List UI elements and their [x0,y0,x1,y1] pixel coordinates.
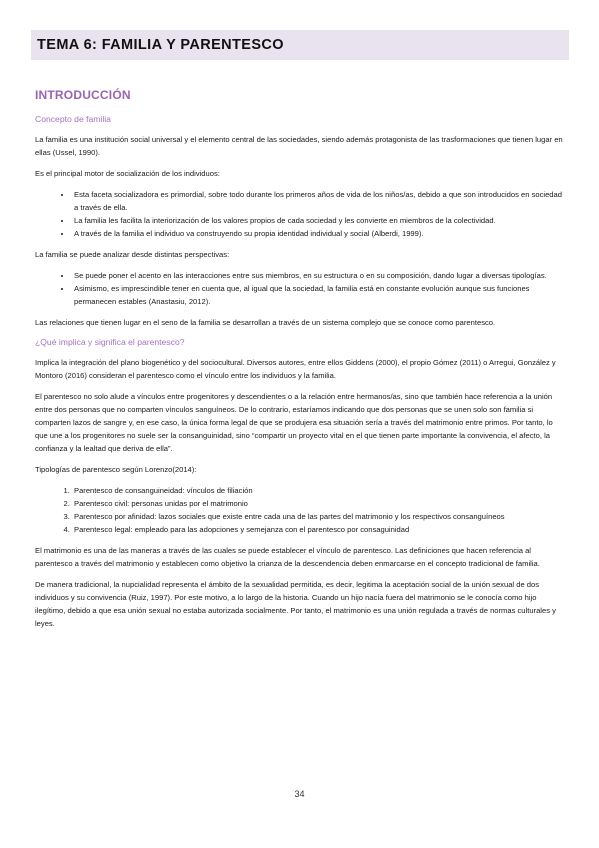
page-number: 34 [294,789,305,799]
list-item: 2. Parentesco civil: personas unidas por el matrimonio [72,497,565,510]
bullet-list-perspectivas [35,269,565,308]
paragraph: El matrimonio es una de las maneras a través de las cuales se puede establecer el vínculo de parentesco. Las definiciones que hacen referencia al parentesco a través del matrimonio y establecen como objetivo la crianza de la descendencia deben enmarcarse en el concepto tradicional de familia. [35,546,540,568]
list-item: • Asimismo, es imprescindible tener en cuenta que, al igual que la sociedad, la familia está en constante evolución aunque sus funciones permanecen estables (Anastasiu, 2012). [72,282,565,308]
list-item: 3. Parentesco por afinidad: lazos sociales que existe entre cada una de las partes del matrimonio y los respectivos consanguíneos [72,510,565,523]
list-item: • A través de la familia el individuo va construyendo su propia identidad individual y social (Alberdi, 1999). [72,227,565,240]
list-item: • Esta faceta socializadora es primordial, sobre todo durante los primeros años de vida de los niños/as, debido a que son introducidos en sociedad a través de ella. [72,188,565,214]
paragraph: Es el principal motor de socialización de los individuos: [35,169,220,178]
paragraph: Implica la integración del plano biogenético y del sociocultural. Diversos autores, entre ellos Giddens (2000), el propio Gómez (2011) o Arregui, González y Montoro (2016) consideran el parentesco como el vínculo entre los individuos y la familia. [35,358,556,380]
paragraph: La familia se puede analizar desde distintas perspectivas: [35,250,230,259]
section-heading: INTRODUCCIÓN [35,88,131,102]
paragraph: La familia es una institución social universal y el elemento central de las sociedades, siendo además protagonista de las trasformaciones que tienen lugar en ellas (Ussel, 1990). [35,135,563,157]
paragraph: Tipologías de parentesco según Lorenzo(2014): [35,465,197,474]
list-item: • Se puede poner el acento en las interacciones entre sus miembros, en su estructura o en su composición, dando lugar a diversas tipologías. [72,269,565,282]
list-item: 1. Parentesco de consanguineidad: vínculos de filiación [72,484,565,497]
bullet-list-socializacion [35,188,565,240]
subheading-concepto-familia: Concepto de familia [35,114,111,124]
paragraph: Las relaciones que tienen lugar en el seno de la familia se desarrollan a través de un sistema complejo que se conoce como parentesco. [35,318,496,327]
subheading-parentesco: ¿Qué implica y significa el parentesco? [35,337,185,347]
paragraph: De manera tradicional, la nupcialidad representa el ámbito de la sexualidad permitida, es decir, legitima la aceptación social de la unión sexual de dos individuos y su convivencia (Ruiz, 1997). Por este motivo, a lo largo de la historia. Cuando un hijo nacía fuera del matrimonio se le conocía como hijo ilegítimo, debido a que esa unión sexual no estaba autorizada socialmente. Por tanto, el matrimonio es una unión regulada a través de normas culturales y leyes. [35,580,556,628]
paragraph: El parentesco no solo alude a vínculos entre progenitores y descendientes o a la relación entre hermanos/as, sino que también hace referencia a la unión entre dos personas que no comparten vínculos sanguíneos. De lo contrario, estaríamos indicando que dos personas que se unen solo son familia si comparten lazos de sangre y, en ese caso, la única forma legal de que se produjera esa situación sería a través del matrimonio entre primos. Por tanto, lo que une a los progenitores no suele ser la consanguinidad, sino “compartir un proyecto vital en el que tienen parte importante la convivencia, el afecto, la confianza y la lealtad que deriva de ella”. [35,392,553,453]
title-banner [31,30,569,60]
list-item: 4. Parentesco legal: empleado para las adopciones y semejanza con el parentesco por consaguinidad [72,523,565,536]
document-body [35,88,565,638]
page-title: TEMA 6: FAMILIA Y PARENTESCO [37,37,284,53]
list-item: • La familia les facilita la interiorización de los valores propios de cada sociedad y les convierte en miembros de la colectividad. [72,214,565,227]
numbered-list-tipologias [35,484,565,536]
